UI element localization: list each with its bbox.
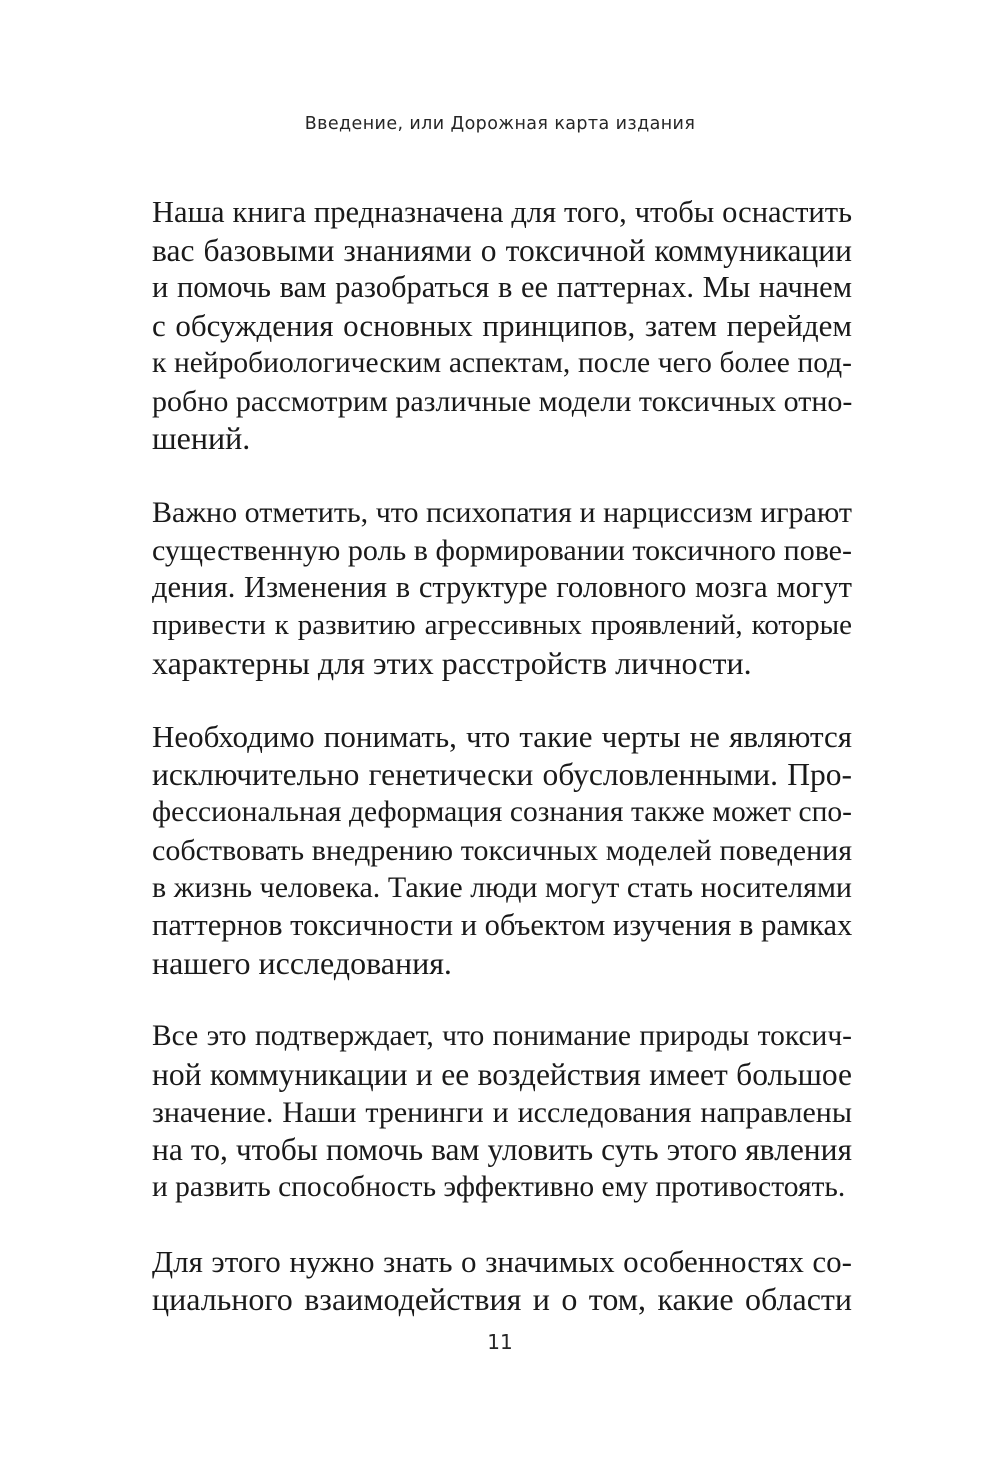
- text-line: и помочь вам разобраться в ее паттернах. Мы начнем: [152, 270, 852, 305]
- text-line: Важно отметить, что психопатия и нарциссизм играют: [152, 495, 852, 529]
- paragraph-4: [152, 1018, 852, 1207]
- text-line: в жизнь человека. Такие люди могут стать носителями: [152, 871, 852, 905]
- paragraph-3: [152, 718, 852, 982]
- text-line: робно рассмотрим различные модели токсичных отно-: [152, 384, 853, 418]
- text-line: на то, чтобы помочь вам уловить суть этого явления: [152, 1132, 852, 1168]
- text-line: значение. Наши тренинги и исследования направлены: [152, 1095, 852, 1129]
- text-line: к нейробиологическим аспектам, после чего более под-: [152, 346, 852, 379]
- text-line: существенную роль в формировании токсичного пове-: [152, 533, 852, 567]
- text-line: характерны для этих расстройств личности.: [152, 644, 752, 681]
- paragraph-2: [152, 494, 852, 683]
- text-line: дения. Изменения в структуре головного мозга могут: [152, 570, 852, 605]
- running-head: Введение, или Дорожная карта издания: [304, 114, 696, 134]
- body-text: [152, 194, 852, 1354]
- text-line: шений.: [152, 420, 251, 457]
- text-line: и развить способность эффективно ему противостоять.: [152, 1171, 846, 1204]
- text-line: паттернов токсичности и объектом изучения в рамках: [152, 907, 853, 942]
- text-line: нашего исследования.: [152, 944, 452, 981]
- text-line: вас базовыми знаниями о токсичной коммуникации: [152, 232, 852, 268]
- text-line: ной коммуникации и ее воздействия имеет большое: [152, 1057, 852, 1093]
- text-line: Необходимо понимать, что такие черты не являются: [152, 719, 852, 755]
- text-line: Все это подтверждает, что понимание природы токсич-: [152, 1020, 852, 1053]
- text-line: Для этого нужно знать о значимых особенностях со-: [152, 1243, 852, 1279]
- text-line: фессиональная деформация сознания также может спо-: [152, 795, 852, 828]
- text-line: с обсуждения основных принципов, затем перейдем: [152, 308, 852, 344]
- paragraph-1: [152, 194, 852, 458]
- page-number: 11: [487, 1330, 513, 1354]
- text-line: исключительно генетически обусловленными. Про-: [152, 757, 852, 793]
- text-line: собствовать внедрению токсичных моделей поведения: [152, 833, 852, 867]
- text-line: привести к развитию агрессивных проявлений, которые: [152, 609, 852, 642]
- paragraph-5: [152, 1243, 852, 1318]
- text-line: циального взаимодействия и о том, какие области: [152, 1280, 852, 1317]
- text-line: Наша книга предназначена для того, чтобы оснастить: [152, 195, 852, 229]
